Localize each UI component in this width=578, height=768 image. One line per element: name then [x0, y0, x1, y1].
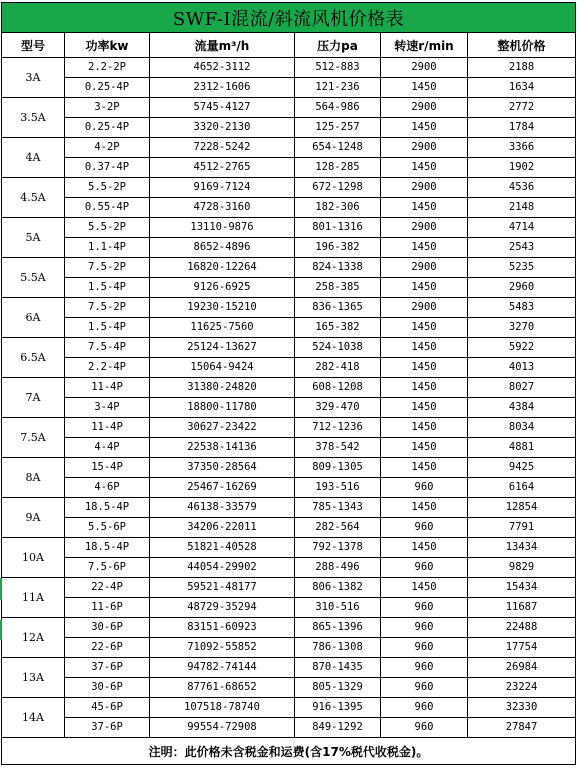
cell-price[interactable]: 4536 — [468, 178, 576, 198]
cell-model[interactable]: 7.5A — [2, 418, 65, 458]
cell-pressure[interactable]: 564-986 — [295, 98, 381, 118]
cell-price[interactable]: 27847 — [468, 718, 576, 738]
cell-speed[interactable]: 1450 — [381, 338, 468, 358]
cell-price[interactable]: 8034 — [468, 418, 576, 438]
cell-price[interactable]: 8027 — [468, 378, 576, 398]
cell-model[interactable]: 3A — [2, 58, 65, 98]
cell-pressure[interactable]: 916-1395 — [295, 698, 381, 718]
cell-speed[interactable]: 1450 — [381, 538, 468, 558]
cell-pressure[interactable]: 258-385 — [295, 278, 381, 298]
cell-pressure[interactable]: 378-542 — [295, 438, 381, 458]
cell-flow[interactable]: 2312-1606 — [150, 78, 295, 98]
price-table — [1, 2, 576, 765]
cell-speed[interactable]: 1450 — [381, 438, 468, 458]
cell-flow[interactable]: 15064-9424 — [150, 358, 295, 378]
cell-pressure[interactable]: 282-564 — [295, 518, 381, 538]
cell-flow[interactable]: 25124-13627 — [150, 338, 295, 358]
cell-price[interactable]: 2188 — [468, 58, 576, 78]
row-marker — [0, 578, 2, 600]
table-row — [2, 538, 576, 558]
table-row — [2, 198, 576, 218]
cell-pressure[interactable]: 329-470 — [295, 398, 381, 418]
cell-pressure[interactable]: 801-1316 — [295, 218, 381, 238]
table-row — [2, 458, 576, 478]
cell-speed[interactable]: 2900 — [381, 258, 468, 278]
cell-speed[interactable]: 2900 — [381, 298, 468, 318]
cell-speed[interactable]: 960 — [381, 598, 468, 618]
cell-flow[interactable]: 83151-60923 — [150, 618, 295, 638]
cell-power[interactable]: 5.5-2P — [65, 218, 150, 238]
table-title: SWF-I混流/斜流风机价格表 — [2, 3, 576, 33]
cell-model[interactable]: 7A — [2, 378, 65, 418]
cell-flow[interactable]: 4652-3112 — [150, 58, 295, 78]
cell-power[interactable]: 18.5-4P — [65, 498, 150, 518]
cell-model[interactable]: 10A — [2, 538, 65, 578]
cell-speed[interactable]: 960 — [381, 518, 468, 538]
title-row — [2, 3, 576, 33]
table-row — [2, 678, 576, 698]
cell-power[interactable]: 0.37-4P — [65, 158, 150, 178]
cell-power[interactable]: 3-4P — [65, 398, 150, 418]
table-row — [2, 498, 576, 518]
cell-speed[interactable]: 2900 — [381, 98, 468, 118]
cell-speed[interactable]: 1450 — [381, 318, 468, 338]
cell-speed[interactable]: 1450 — [381, 198, 468, 218]
table-row — [2, 98, 576, 118]
cell-speed[interactable]: 960 — [381, 698, 468, 718]
cell-pressure[interactable]: 865-1396 — [295, 618, 381, 638]
cell-power[interactable]: 7.5-6P — [65, 558, 150, 578]
cell-flow[interactable]: 18800-11780 — [150, 398, 295, 418]
cell-pressure[interactable]: 672-1298 — [295, 178, 381, 198]
cell-speed[interactable]: 1450 — [381, 118, 468, 138]
row-marker — [0, 620, 2, 640]
cell-price[interactable]: 15434 — [468, 578, 576, 598]
cell-speed[interactable]: 1450 — [381, 378, 468, 398]
cell-price[interactable]: 2543 — [468, 238, 576, 258]
cell-flow[interactable]: 94782-74144 — [150, 658, 295, 678]
cell-pressure[interactable]: 786-1308 — [295, 638, 381, 658]
cell-speed[interactable]: 960 — [381, 658, 468, 678]
cell-price[interactable]: 1634 — [468, 78, 576, 98]
table-row — [2, 558, 576, 578]
cell-power[interactable]: 15-4P — [65, 458, 150, 478]
cell-power[interactable]: 30-6P — [65, 618, 150, 638]
cell-price[interactable]: 26984 — [468, 658, 576, 678]
cell-pressure[interactable]: 608-1208 — [295, 378, 381, 398]
cell-speed[interactable]: 2900 — [381, 218, 468, 238]
cell-speed[interactable]: 1450 — [381, 498, 468, 518]
cell-price[interactable]: 4714 — [468, 218, 576, 238]
cell-pressure[interactable]: 196-382 — [295, 238, 381, 258]
header-row — [2, 33, 576, 58]
cell-power[interactable]: 11-4P — [65, 378, 150, 398]
cell-speed[interactable]: 1450 — [381, 238, 468, 258]
cell-flow[interactable]: 48729-35294 — [150, 598, 295, 618]
cell-speed[interactable]: 1450 — [381, 78, 468, 98]
cell-pressure[interactable]: 849-1292 — [295, 718, 381, 738]
cell-power[interactable]: 4-4P — [65, 438, 150, 458]
cell-power[interactable]: 22-4P — [65, 578, 150, 598]
cell-power[interactable]: 22-6P — [65, 638, 150, 658]
table-row — [2, 278, 576, 298]
cell-pressure[interactable]: 712-1236 — [295, 418, 381, 438]
cell-power[interactable]: 0.25-4P — [65, 78, 150, 98]
cell-pressure[interactable]: 824-1338 — [295, 258, 381, 278]
cell-pressure[interactable]: 836-1365 — [295, 298, 381, 318]
cell-power[interactable]: 2.2-2P — [65, 58, 150, 78]
cell-price[interactable]: 9829 — [468, 558, 576, 578]
cell-price[interactable]: 3270 — [468, 318, 576, 338]
cell-speed[interactable]: 960 — [381, 558, 468, 578]
cell-power[interactable]: 30-6P — [65, 678, 150, 698]
cell-flow[interactable]: 31380-24820 — [150, 378, 295, 398]
table-row — [2, 718, 576, 738]
cell-power[interactable]: 45-6P — [65, 698, 150, 718]
cell-flow[interactable]: 8652-4896 — [150, 238, 295, 258]
cell-speed[interactable]: 1450 — [381, 578, 468, 598]
cell-price[interactable]: 9425 — [468, 458, 576, 478]
cell-power[interactable]: 1.1-4P — [65, 238, 150, 258]
cell-flow[interactable]: 5745-4127 — [150, 98, 295, 118]
cell-model[interactable]: 6A — [2, 298, 65, 338]
cell-speed[interactable]: 960 — [381, 638, 468, 658]
cell-price[interactable]: 4013 — [468, 358, 576, 378]
cell-price[interactable]: 1902 — [468, 158, 576, 178]
cell-price[interactable]: 4881 — [468, 438, 576, 458]
cell-power[interactable]: 37-6P — [65, 718, 150, 738]
table-row — [2, 518, 576, 538]
table-row — [2, 178, 576, 198]
table-row — [2, 358, 576, 378]
cell-pressure[interactable]: 165-382 — [295, 318, 381, 338]
cell-power[interactable]: 37-6P — [65, 658, 150, 678]
table-row — [2, 598, 576, 618]
cell-flow[interactable]: 22538-14136 — [150, 438, 295, 458]
note-row — [2, 738, 576, 765]
cell-model[interactable]: 9A — [2, 498, 65, 538]
cell-speed[interactable]: 1450 — [381, 398, 468, 418]
cell-power[interactable]: 5.5-2P — [65, 178, 150, 198]
cell-price[interactable]: 1784 — [468, 118, 576, 138]
cell-flow[interactable]: 3320-2130 — [150, 118, 295, 138]
cell-price[interactable]: 6164 — [468, 478, 576, 498]
cell-price[interactable]: 12854 — [468, 498, 576, 518]
header-power: 功率kw — [65, 33, 150, 58]
cell-flow[interactable]: 71092-55852 — [150, 638, 295, 658]
cell-power[interactable]: 1.5-4P — [65, 278, 150, 298]
cell-speed[interactable]: 1450 — [381, 358, 468, 378]
cell-speed[interactable]: 960 — [381, 618, 468, 638]
table-row — [2, 58, 576, 78]
cell-pressure[interactable]: 282-418 — [295, 358, 381, 378]
cell-flow[interactable]: 34206-22011 — [150, 518, 295, 538]
cell-model[interactable]: 5.5A — [2, 258, 65, 298]
header-model: 型号 — [2, 33, 65, 58]
header-pressure: 压力pa — [295, 33, 381, 58]
cell-pressure[interactable]: 182-306 — [295, 198, 381, 218]
cell-price[interactable]: 5922 — [468, 338, 576, 358]
data-body — [2, 58, 576, 738]
cell-price[interactable]: 2148 — [468, 198, 576, 218]
cell-power[interactable]: 4-2P — [65, 138, 150, 158]
cell-pressure[interactable]: 654-1248 — [295, 138, 381, 158]
cell-flow[interactable]: 87761-68652 — [150, 678, 295, 698]
cell-price[interactable]: 23224 — [468, 678, 576, 698]
table-row — [2, 78, 576, 98]
cell-power[interactable]: 7.5-4P — [65, 338, 150, 358]
cell-flow[interactable]: 46138-33579 — [150, 498, 295, 518]
cell-power[interactable]: 11-4P — [65, 418, 150, 438]
cell-pressure[interactable]: 193-516 — [295, 478, 381, 498]
cell-flow[interactable]: 107518-78740 — [150, 698, 295, 718]
cell-speed[interactable]: 2900 — [381, 178, 468, 198]
cell-price[interactable]: 32330 — [468, 698, 576, 718]
table-row — [2, 138, 576, 158]
cell-flow[interactable]: 37350-28564 — [150, 458, 295, 478]
cell-speed[interactable]: 1450 — [381, 278, 468, 298]
cell-pressure[interactable]: 792-1378 — [295, 538, 381, 558]
cell-model[interactable]: 4A — [2, 138, 65, 178]
header-flow: 流量m³/h — [150, 33, 295, 58]
table-row — [2, 578, 576, 598]
cell-flow[interactable]: 16820-12264 — [150, 258, 295, 278]
cell-power[interactable]: 0.55-4P — [65, 198, 150, 218]
cell-speed[interactable]: 2900 — [381, 138, 468, 158]
table-row — [2, 478, 576, 498]
cell-price[interactable]: 13434 — [468, 538, 576, 558]
cell-price[interactable]: 2772 — [468, 98, 576, 118]
cell-model[interactable]: 8A — [2, 458, 65, 498]
table-row — [2, 318, 576, 338]
cell-flow[interactable]: 25467-16269 — [150, 478, 295, 498]
table-row — [2, 398, 576, 418]
cell-model[interactable]: 5A — [2, 218, 65, 258]
cell-speed[interactable]: 960 — [381, 478, 468, 498]
cell-pressure[interactable]: 121-236 — [295, 78, 381, 98]
cell-pressure[interactable]: 128-285 — [295, 158, 381, 178]
cell-power[interactable]: 4-6P — [65, 478, 150, 498]
cell-power[interactable]: 18.5-4P — [65, 538, 150, 558]
cell-price[interactable]: 11687 — [468, 598, 576, 618]
cell-pressure[interactable]: 806-1382 — [295, 578, 381, 598]
cell-power[interactable]: 0.25-4P — [65, 118, 150, 138]
cell-power[interactable]: 5.5-6P — [65, 518, 150, 538]
cell-power[interactable]: 7.5-2P — [65, 258, 150, 278]
table-row — [2, 438, 576, 458]
cell-speed[interactable]: 1450 — [381, 458, 468, 478]
cell-pressure[interactable]: 524-1038 — [295, 338, 381, 358]
cell-power[interactable]: 11-6P — [65, 598, 150, 618]
cell-flow[interactable]: 51821-40528 — [150, 538, 295, 558]
table-row — [2, 618, 576, 638]
cell-pressure[interactable]: 512-883 — [295, 58, 381, 78]
cell-flow[interactable]: 19230-15210 — [150, 298, 295, 318]
cell-price[interactable]: 22488 — [468, 618, 576, 638]
table-row — [2, 118, 576, 138]
table-row — [2, 638, 576, 658]
cell-pressure[interactable]: 310-516 — [295, 598, 381, 618]
cell-price[interactable]: 5235 — [468, 258, 576, 278]
cell-flow[interactable]: 9126-6925 — [150, 278, 295, 298]
cell-speed[interactable]: 1450 — [381, 418, 468, 438]
cell-price[interactable]: 7791 — [468, 518, 576, 538]
cell-speed[interactable]: 2900 — [381, 58, 468, 78]
table-row — [2, 298, 576, 318]
cell-model[interactable]: 6.5A — [2, 338, 65, 378]
cell-flow[interactable]: 7228-5242 — [150, 138, 295, 158]
cell-power[interactable]: 3-2P — [65, 98, 150, 118]
table-row — [2, 418, 576, 438]
cell-model[interactable]: 12A — [2, 618, 65, 658]
cell-flow[interactable]: 4512-2765 — [150, 158, 295, 178]
header-price: 整机价格 — [468, 33, 576, 58]
cell-speed[interactable]: 960 — [381, 678, 468, 698]
cell-pressure[interactable]: 870-1435 — [295, 658, 381, 678]
cell-pressure[interactable]: 805-1329 — [295, 678, 381, 698]
cell-model[interactable]: 14A — [2, 698, 65, 738]
cell-flow[interactable]: 13110-9876 — [150, 218, 295, 238]
cell-flow[interactable]: 99554-72908 — [150, 718, 295, 738]
cell-power[interactable]: 1.5-4P — [65, 318, 150, 338]
cell-pressure[interactable]: 125-257 — [295, 118, 381, 138]
cell-price[interactable]: 5483 — [468, 298, 576, 318]
table-row — [2, 658, 576, 678]
cell-model[interactable]: 11A — [2, 578, 65, 618]
cell-pressure[interactable]: 288-496 — [295, 558, 381, 578]
cell-power[interactable]: 2.2-4P — [65, 358, 150, 378]
cell-price[interactable]: 17754 — [468, 638, 576, 658]
footer-note: 注明：此价格未含税金和运费(含17%税代收税金)。 — [2, 738, 576, 765]
header-speed: 转速r/min — [381, 33, 468, 58]
cell-pressure[interactable]: 809-1305 — [295, 458, 381, 478]
cell-flow[interactable]: 44054-29902 — [150, 558, 295, 578]
cell-flow[interactable]: 11625-7560 — [150, 318, 295, 338]
cell-flow[interactable]: 30627-23422 — [150, 418, 295, 438]
cell-speed[interactable]: 1450 — [381, 158, 468, 178]
table-row — [2, 698, 576, 718]
cell-speed[interactable]: 960 — [381, 718, 468, 738]
cell-flow[interactable]: 59521-48177 — [150, 578, 295, 598]
table-row — [2, 338, 576, 358]
cell-price[interactable]: 4384 — [468, 398, 576, 418]
cell-model[interactable]: 3.5A — [2, 98, 65, 138]
table-row — [2, 158, 576, 178]
cell-power[interactable]: 7.5-2P — [65, 298, 150, 318]
cell-flow[interactable]: 9169-7124 — [150, 178, 295, 198]
cell-price[interactable]: 2960 — [468, 278, 576, 298]
table-row — [2, 238, 576, 258]
cell-flow[interactable]: 4728-3160 — [150, 198, 295, 218]
table-row — [2, 258, 576, 278]
table-row — [2, 378, 576, 398]
cell-pressure[interactable]: 785-1343 — [295, 498, 381, 518]
cell-model[interactable]: 4.5A — [2, 178, 65, 218]
table-row — [2, 218, 576, 238]
cell-price[interactable]: 3366 — [468, 138, 576, 158]
cell-model[interactable]: 13A — [2, 658, 65, 698]
